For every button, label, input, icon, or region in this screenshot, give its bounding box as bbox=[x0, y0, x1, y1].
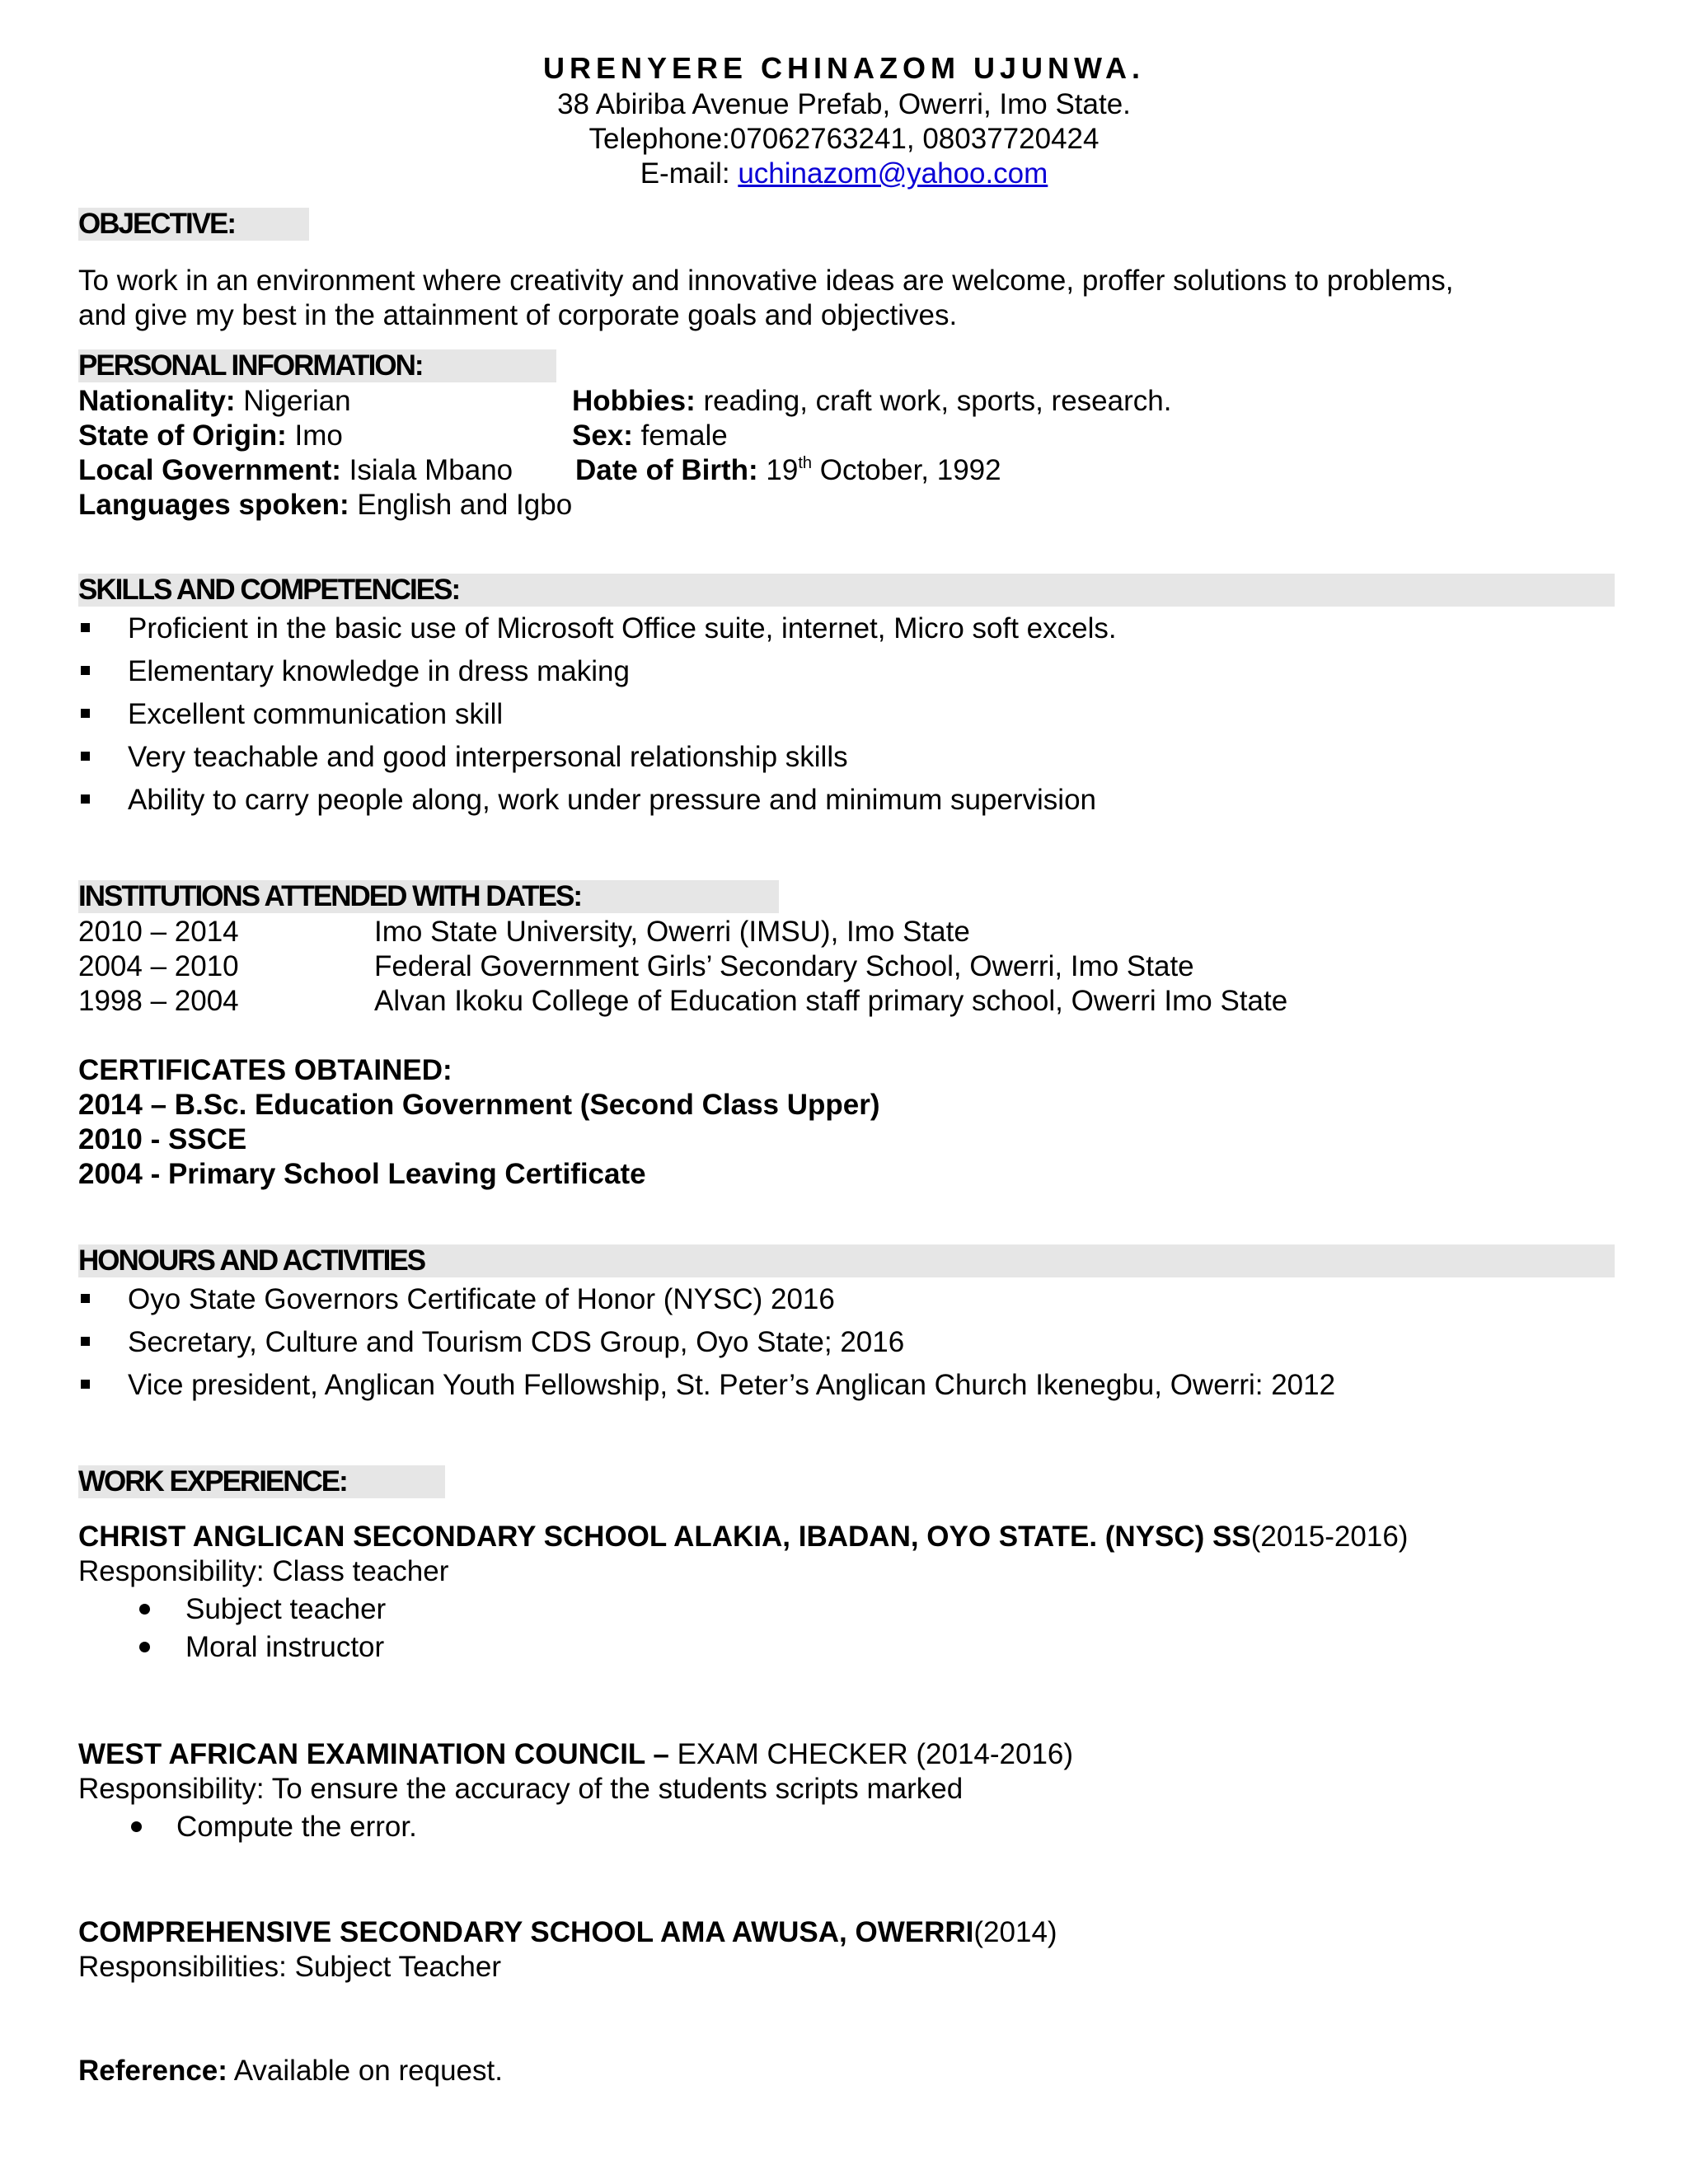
skill-item: Very teachable and good interpersonal relationship skills bbox=[128, 741, 848, 773]
bullet-square-icon bbox=[81, 666, 90, 675]
institution-name: Federal Government Girls’ Secondary School, Owerri, Imo State bbox=[374, 950, 1194, 982]
honour-item: Vice president, Anglican Youth Fellowship, St. Peter’s Anglican Church Ikenegbu, Owerri: 2012 bbox=[128, 1369, 1336, 1401]
bullet-square-icon bbox=[81, 1294, 90, 1303]
institution-dates: 2010 – 2014 bbox=[78, 916, 239, 948]
job-duty: Subject teacher bbox=[185, 1593, 387, 1625]
hobbies: Hobbies: reading, craft work, sports, research. bbox=[572, 385, 1172, 417]
local-government: Local Government: Isiala Mbano bbox=[78, 454, 513, 486]
state-of-origin: State of Origin: Imo bbox=[78, 419, 343, 452]
institution-dates: 2004 – 2010 bbox=[78, 950, 239, 982]
job-title-line: COMPREHENSIVE SECONDARY SCHOOL AMA AWUSA, OWERRI(2014) bbox=[78, 1916, 1057, 1948]
job-title-line: WEST AFRICAN EXAMINATION COUNCIL – EXAM CHECKER (2014-2016) bbox=[78, 1738, 1074, 1770]
email-label: E-mail: bbox=[640, 157, 738, 190]
candidate-name: URENYERE CHINAZOM UJUNWA. bbox=[542, 51, 1146, 85]
job-responsibility: Responsibility: To ensure the accuracy of the students scripts marked bbox=[78, 1773, 964, 1805]
job-title-line: CHRIST ANGLICAN SECONDARY SCHOOL ALAKIA, IBADAN, OYO STATE. (NYSC) SS(2015-2016) bbox=[78, 1521, 1409, 1553]
bullet-dot-icon bbox=[139, 1642, 150, 1652]
job-responsibility: Responsibility: Class teacher bbox=[78, 1555, 449, 1587]
skill-item: Excellent communication skill bbox=[128, 698, 504, 730]
email-line bbox=[0, 157, 1688, 191]
objective-heading: OBJECTIVE: bbox=[78, 208, 309, 241]
institution-dates: 1998 – 2004 bbox=[78, 985, 239, 1017]
bullet-square-icon bbox=[81, 794, 90, 804]
certificate-item: 2004 - Primary School Leaving Certificate bbox=[78, 1158, 646, 1190]
skill-item: Proficient in the basic use of Microsoft Office suite, internet, Micro soft excels. bbox=[128, 612, 1117, 644]
work-heading: WORK EXPERIENCE: bbox=[78, 1465, 445, 1498]
telephone: Telephone:07062763241, 08037720424 bbox=[588, 123, 1100, 155]
personal-info-heading: PERSONAL INFORMATION: bbox=[78, 349, 556, 382]
languages: Languages spoken: English and Igbo bbox=[78, 489, 573, 521]
objective-line-1: To work in an environment where creativity and innovative ideas are welcome, proffer solutions to problems, bbox=[78, 265, 1454, 297]
skill-item: Ability to carry people along, work under pressure and minimum supervision bbox=[128, 784, 1096, 816]
institution-name: Alvan Ikoku College of Education staff primary school, Owerri Imo State bbox=[374, 985, 1288, 1017]
honour-item: Secretary, Culture and Tourism CDS Group, Oyo State; 2016 bbox=[128, 1326, 905, 1358]
honours-heading: HONOURS AND ACTIVITIES bbox=[78, 1244, 1615, 1277]
job-duty: Moral instructor bbox=[185, 1631, 385, 1663]
bullet-square-icon bbox=[81, 752, 90, 761]
certificates-heading: CERTIFICATES OBTAINED: bbox=[78, 1054, 452, 1086]
date-of-birth: Date of Birth: 19th October, 1992 bbox=[575, 454, 1001, 486]
reference-line: Reference: Available on request. bbox=[78, 2055, 503, 2087]
skill-item: Elementary knowledge in dress making bbox=[128, 655, 630, 687]
objective-line-2: and give my best in the attainment of corporate goals and objectives. bbox=[78, 299, 958, 331]
bullet-square-icon bbox=[81, 1337, 90, 1346]
bullet-square-icon bbox=[81, 709, 90, 718]
sex: Sex: female bbox=[572, 419, 728, 452]
honour-item: Oyo State Governors Certificate of Honor (NYSC) 2016 bbox=[128, 1283, 835, 1315]
address: 38 Abiriba Avenue Prefab, Owerri, Imo State. bbox=[557, 88, 1131, 120]
nationality: Nationality: Nigerian bbox=[78, 385, 351, 417]
institution-name: Imo State University, Owerri (IMSU), Imo State bbox=[374, 916, 970, 948]
bullet-square-icon bbox=[81, 1380, 90, 1389]
bullet-dot-icon bbox=[131, 1821, 142, 1832]
skills-heading: SKILLS AND COMPETENCIES: bbox=[78, 574, 1615, 607]
bullet-dot-icon bbox=[139, 1604, 150, 1615]
bullet-square-icon bbox=[81, 623, 90, 632]
certificate-item: 2010 - SSCE bbox=[78, 1123, 247, 1155]
job-responsibility: Responsibilities: Subject Teacher bbox=[78, 1951, 501, 1983]
certificate-item: 2014 – B.Sc. Education Government (Second Class Upper) bbox=[78, 1089, 880, 1121]
job-duty: Compute the error. bbox=[176, 1811, 417, 1843]
email-link[interactable]: uchinazom@yahoo.com bbox=[738, 157, 1048, 190]
institutions-heading: INSTITUTIONS ATTENDED WITH DATES: bbox=[78, 880, 779, 913]
